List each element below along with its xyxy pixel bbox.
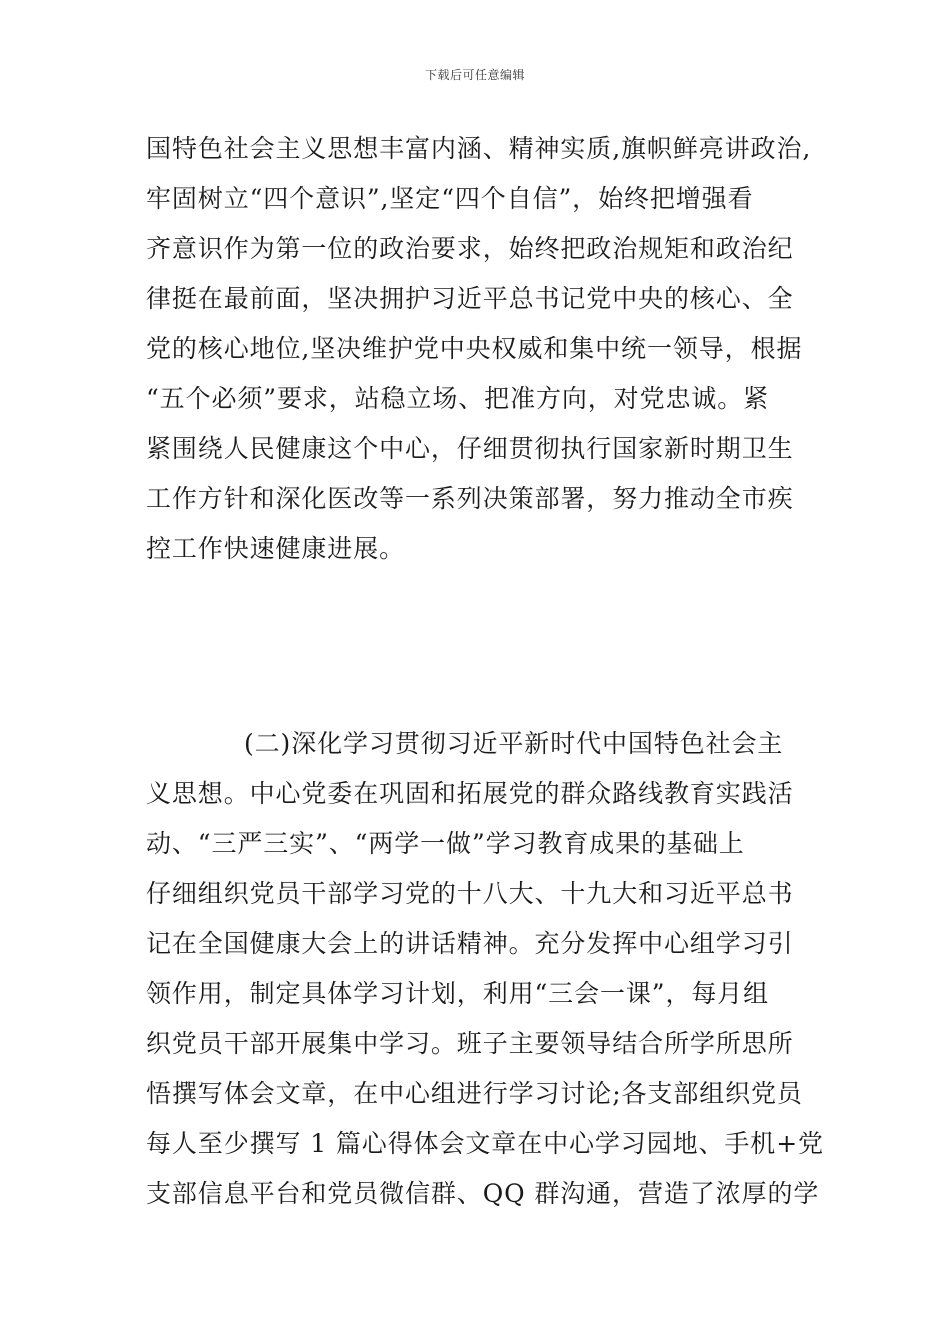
text-line: 义思想。中心党委在巩固和拓展党的群众路线教育实践活 <box>146 779 794 808</box>
text-line: 悟撰写体会文章，在中心组进行学习讨论;各支部组织党员 <box>146 1079 803 1108</box>
text-line: 仔细组织党员干部学习党的十八大、十九大和习近平总书 <box>146 879 794 908</box>
text-line: 每人至少撰写 1 篇心得体会文章在中心学习园地、手机+党 <box>146 1129 824 1158</box>
paragraph-1 <box>146 124 816 574</box>
text-line: 记在全国健康大会上的讲话精神。充分发挥中心组学习引 <box>146 929 794 958</box>
text-line: 律挺在最前面，坚决拥护习近平总书记党中央的核心、全 <box>146 284 794 313</box>
section-heading-line: (二)深化学习贯彻习近平新时代中国特色社会主 <box>244 729 784 758</box>
text-line: 紧围绕人民健康这个中心，仔细贯彻执行国家新时期卫生 <box>146 434 794 463</box>
page-header-note: 下载后可任意编辑 <box>424 68 525 82</box>
text-line: 工作方针和深化医改等一系列决策部署，努力推动全市疾 <box>146 484 794 513</box>
text-line: 齐意识作为第一位的政治要求，始终把政治规矩和政治纪 <box>146 234 794 263</box>
text-line: 控工作快速健康进展。 <box>146 534 406 563</box>
text-line: 动、“三严三实”、“两学一做”学习教育成果的基础上 <box>146 829 745 858</box>
text-line: 牢固树立“四个意识”,坚定“四个自信”，始终把增强看 <box>146 184 754 213</box>
text-line: 支部信息平台和党员微信群、QQ 群沟通，营造了浓厚的学 <box>146 1179 820 1208</box>
text-line: 领作用，制定具体学习计划，利用“三会一课”，每月组 <box>146 979 770 1008</box>
paragraph-2 <box>146 719 824 1219</box>
text-line: 国特色社会主义思想丰富内涵、精神实质,旗帜鲜亮讲政治, <box>146 134 812 163</box>
text-line: “五个必须”要求，站稳立场、把准方向，对党忠诚。紧 <box>146 384 770 413</box>
text-line: 织党员干部开展集中学习。班子主要领导结合所学所思所 <box>146 1029 794 1058</box>
text-line: 党的核心地位,坚决维护党中央权威和集中统一领导，根据 <box>146 334 803 363</box>
